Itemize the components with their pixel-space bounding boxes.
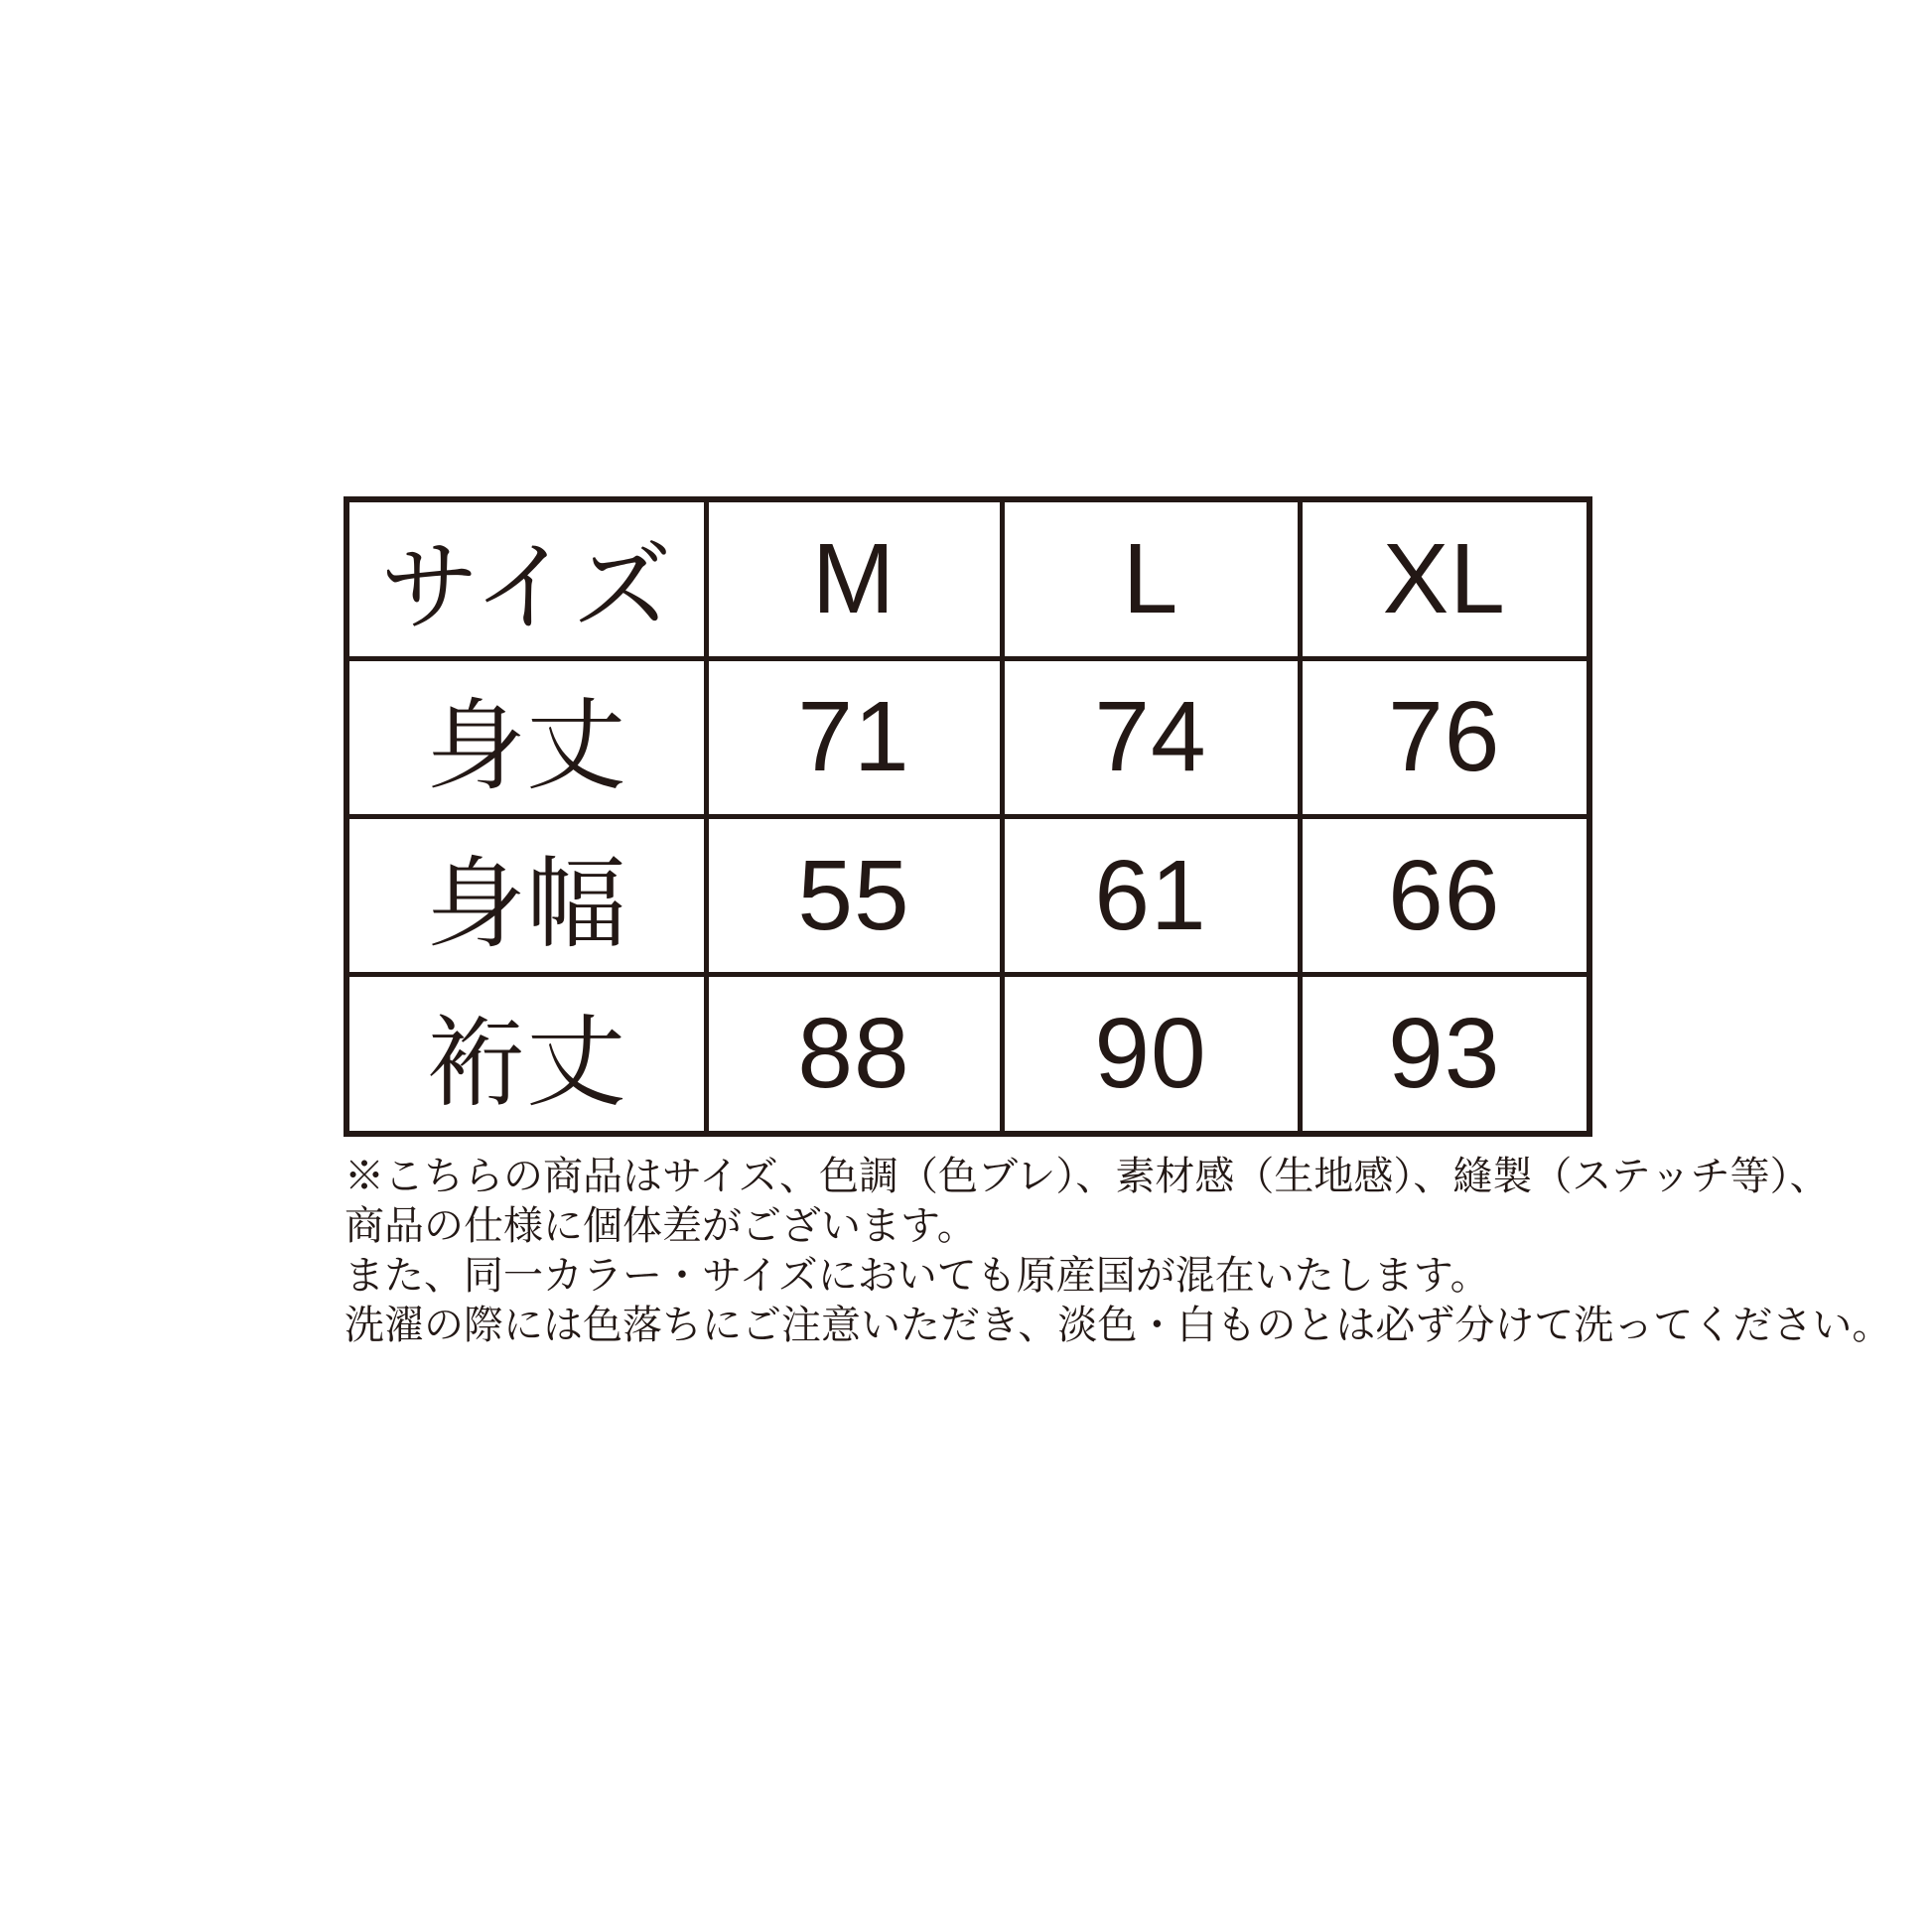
note-line-4: 洗濯の際には色落ちにご注意いただき、淡色・白ものとは必ず分けて洗ってください。 [345, 1304, 1892, 1347]
note-line-3: また、同一カラー・サイズにおいても原産国が混在いたします。 [345, 1254, 1490, 1298]
product-notes [345, 1152, 1913, 1350]
note-line-1: ※こちらの商品はサイズ、色調（色ブレ）、素材感（生地感）、縫製（ステッチ等）、 [345, 1155, 1830, 1198]
sleeve-length-l: 90 [1002, 975, 1300, 1134]
row-label-sleeve-length: 裄丈 [346, 975, 706, 1134]
sleeve-length-m: 88 [706, 975, 1002, 1134]
body-length-m: 71 [706, 658, 1002, 816]
row-body-width [346, 816, 1589, 974]
size-header-cell: サイズ [346, 499, 706, 658]
row-label-body-length: 身丈 [346, 658, 706, 816]
column-header-m: M [706, 499, 1002, 658]
size-chart-table [344, 496, 1592, 1137]
body-length-l: 74 [1002, 658, 1300, 816]
body-length-xl: 76 [1300, 658, 1589, 816]
column-header-xl: XL [1300, 499, 1589, 658]
note-line-2: 商品の仕様に個体差がございます。 [345, 1204, 977, 1248]
column-header-l: L [1002, 499, 1300, 658]
body-width-l: 61 [1002, 816, 1300, 974]
body-width-m: 55 [706, 816, 1002, 974]
row-label-body-width: 身幅 [346, 816, 706, 974]
row-sleeve-length [346, 975, 1589, 1134]
sleeve-length-xl: 93 [1300, 975, 1589, 1134]
body-width-xl: 66 [1300, 816, 1589, 974]
row-body-length [346, 658, 1589, 816]
header-row [346, 499, 1589, 658]
